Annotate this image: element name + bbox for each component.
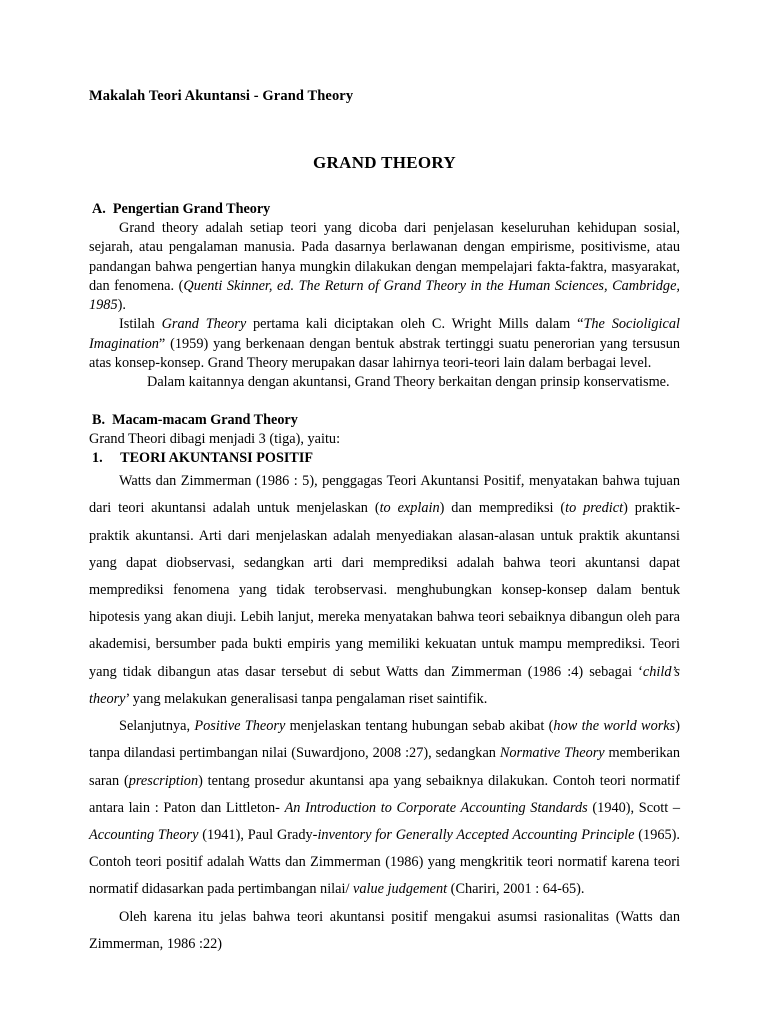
document-content <box>89 0 680 958</box>
section-heading-a: A. Pengertian Grand Theory <box>92 200 271 217</box>
page-title: Makalah Teori Akuntansi - Grand Theory <box>89 88 354 104</box>
paragraph-b2-s3: memberikan saran ( <box>89 745 681 789</box>
paragraph-b2-s2: ) tanpa dilandasi pertimbangan nilai (Suwardjono, 2008 :27), sedangkan <box>89 718 680 762</box>
paragraph-a2-mid: pertama kali diciptakan oleh C. Wright Mills dalam “ <box>246 316 584 333</box>
paragraph-a1 <box>89 219 680 315</box>
term-childs-theory: child’s theory <box>89 663 680 707</box>
paragraph-b3: Oleh karena itu jelas bahwa teori akuntansi positif mengakui asumsi rasionalitas (Watts dan Zimmerman, 1986 :22) <box>89 908 680 952</box>
paragraph-a2 <box>89 315 680 373</box>
paragraph-b1-mid1: ) dan memprediksi ( <box>439 500 566 517</box>
term-to-explain: to explain <box>379 500 440 517</box>
paragraph-b2-s6: (1941), Paul Grady- <box>198 826 318 843</box>
term-prescription: prescription <box>128 772 199 789</box>
term-positive-theory: Positive Theory <box>194 718 286 735</box>
paragraph-a2-lead: Istilah <box>119 316 162 333</box>
paragraph-a1-tail: ). <box>117 297 126 314</box>
paragraph-a3: Dalam kaitannya dengan akuntansi, Grand Theory berkaitan dengan prinsip konservatisme. <box>147 374 670 391</box>
main-heading: GRAND THEORY <box>313 153 456 173</box>
paragraph-a1-citation: Quenti Skinner, ed. The Return of Grand Theory in the Human Sciences, Cambridge, 1985 <box>89 277 680 314</box>
paragraph-b1-tail: ’ yang melakukan generalisasi tanpa pengalaman riset saintifik. <box>125 690 488 707</box>
subsection-heading-1: 1. TEORI AKUNTANSI POSITIF <box>92 450 314 467</box>
term-value-judgement: value judgement <box>353 881 448 898</box>
section-heading-b: B. Macam-macam Grand Theory <box>92 411 298 428</box>
term-how-the-world-works: how the world works <box>553 718 676 735</box>
title-grady-inventory: inventory for Generally Accepted Accounting Principle <box>317 826 635 843</box>
paragraph-b2-s7: (1965). Contoh teori positif adalah Watts dan Zimmerman (1986) yang mengkritik teori normatif karena teori normatif didasarkan pada pertimbangan nilai/ <box>89 826 680 898</box>
paragraph-a2-booktitle: The Socioligical Imagination <box>89 316 680 352</box>
paragraph-b2-s1: menjelaskan tentang hubungan sebab akibat ( <box>285 718 554 735</box>
title-paton-littleton: An Introduction to Corporate Accounting Standards <box>284 799 588 816</box>
paragraph-a2-tail: ” (1959) yang berkenaan dengan bentuk abstrak tertinggi suatu penerorian yang tersusun atas konsep-konsep. Grand Theory merupakan dasar lahirnya teori-teori lain dalam berbagai level. <box>89 335 680 372</box>
paragraph-b2-s5: (1940), Scott – <box>587 799 680 816</box>
paragraph-a1-text: Grand theory adalah setiap teori yang dicoba dari penjelasan keseluruhan kehidupan sosial, sejarah, atau pengalaman manusia. Pada dasarnya berlawanan dengan empirisme, positivisme, atau pandangan bahwa pengertian hanya mungkin dilakukan dengan mempelajari fakta-faktra, masyarakat, dan fenomena. ( <box>89 219 680 294</box>
paragraph-b2-lead: Selanjutnya, <box>119 718 195 735</box>
section-b-intro: Grand Theori dibagi menjadi 3 (tiga), yaitu: <box>89 430 341 447</box>
paragraph-b1-mid2: ) praktik- praktik akuntansi. Arti dari menjelaskan adalah menyediakan alasan-alasan untuk praktik akuntansi yang dapat diobservasi, sedangkan arti dari memprediksi adalah bahwa teori akuntansi dapat memprediksi fenomena yang tidak terobservasi. menghubungkan konsep-konsep dalam bentuk hipotesis yang akan diuji. Lebih lanjut, mereka menyatakan bahwa teori sebaiknya dibangun oleh para akademisi, bersumber pada bukti empiris yang memiliki kekuatan untuk mampu memprediksi. Teori yang tidak dibangun atas dasar tersebut di sebut Watts dan Zimmerman (1986 :4) sebagai ‘ <box>89 500 680 680</box>
paragraph-b1 <box>89 468 680 713</box>
term-normative-theory: Normative Theory <box>499 745 605 762</box>
title-accounting-theory: Accounting Theory <box>89 826 199 843</box>
term-to-predict: to predict <box>565 500 624 517</box>
paragraph-b2-tail: (Chariri, 2001 : 64-65). <box>447 881 585 898</box>
paragraph-b2-s4: ) tentang prosedur akuntansi apa yang sebaiknya dilakukan. Contoh teori normatif antara lain : Paton dan Littleton- <box>89 772 681 816</box>
paragraph-b1-lead: Watts dan Zimmerman (1986 : 5), penggagas Teori Akuntansi Positif, menyatakan bahwa tujuan dari teori akuntansi adalah untuk menjelaskan ( <box>89 473 680 517</box>
paragraph-a2-term: Grand Theory <box>161 316 247 333</box>
paragraph-b2 <box>89 713 680 903</box>
